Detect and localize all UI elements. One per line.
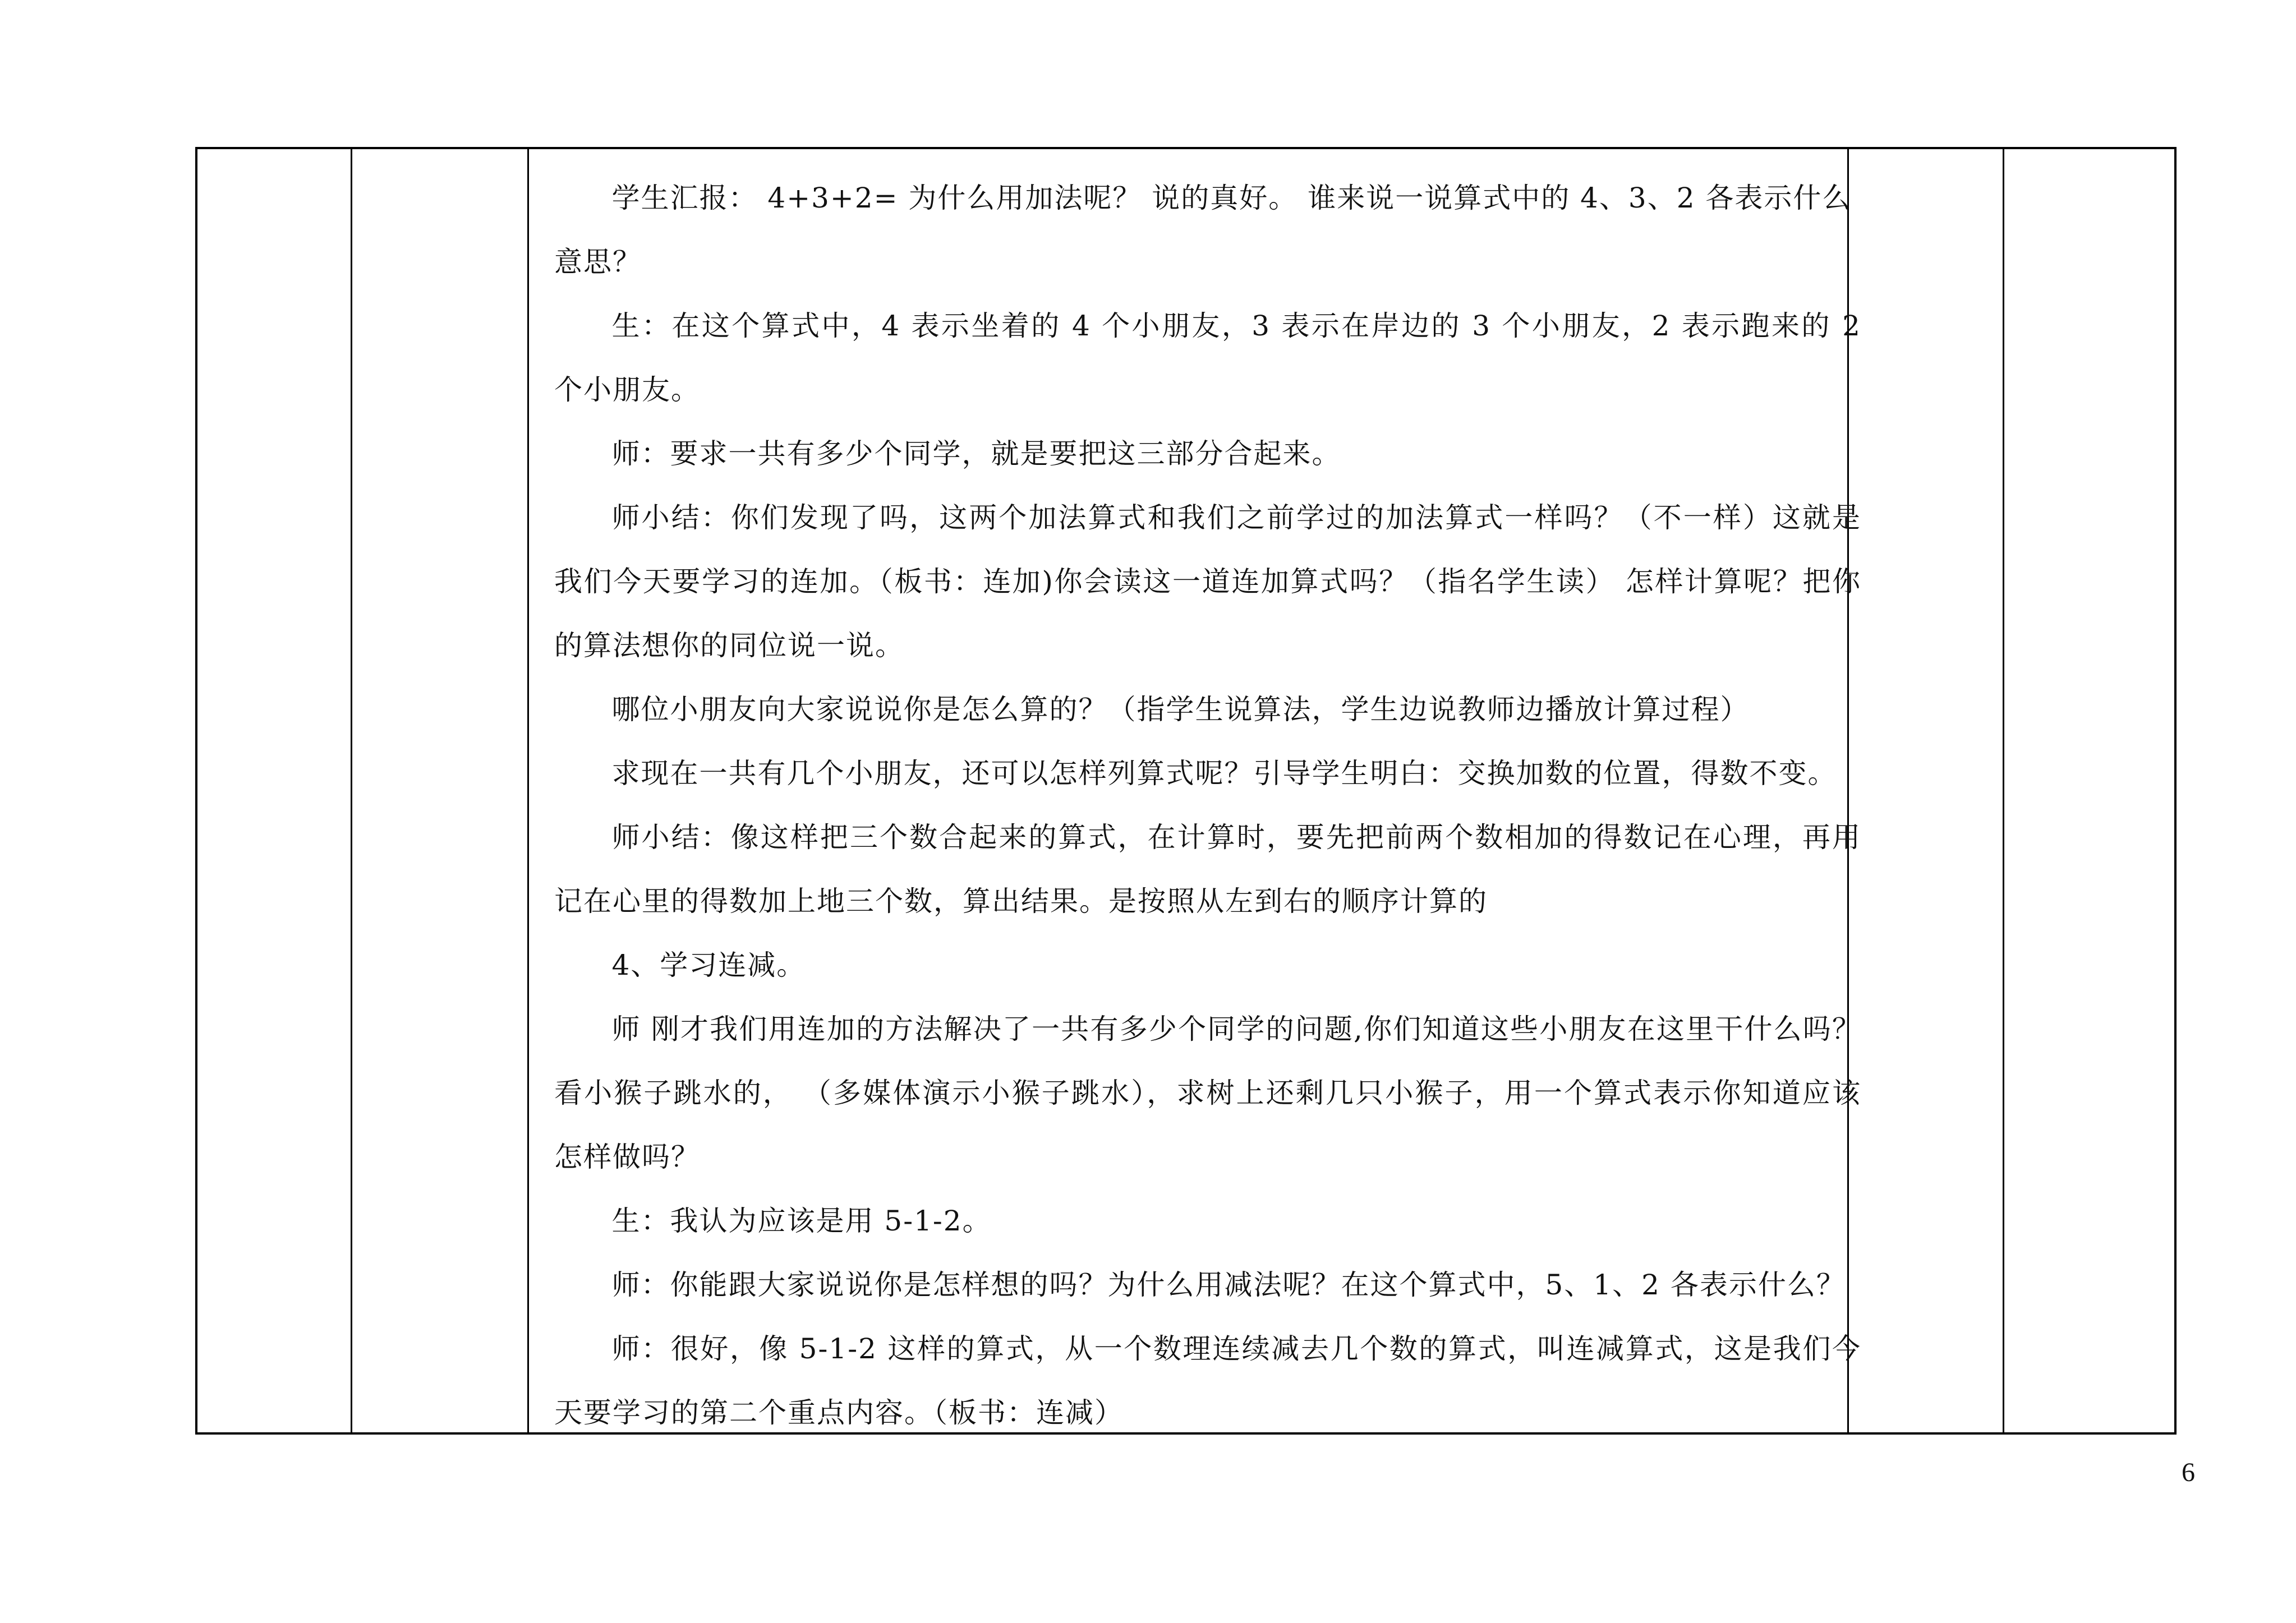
- paragraph-teacher-summary-addition: 师小结：你们发现了吗，这两个加法算式和我们之前学过的加法算式一样吗？（不一样）这就是我们今天要学习的连加。（板书：连加)你会读这一道连加算式吗？（指名学生读） 怎样计算呢？把你的算法想你的同位说一说。: [554, 501, 1861, 662]
- paragraph-teacher-question: 师：你能跟大家说说你是怎样想的吗？为什么用减法呢？在这个算式中，5、1、2 各表示什么？: [611, 1269, 1846, 1301]
- paragraph-student-method: 哪位小朋友向大家说说你是怎么算的？（指学生说算法，学生边说教师边播放计算过程）: [611, 693, 1750, 726]
- paragraph-section-subtraction: 4、学习连减。: [611, 949, 806, 981]
- paragraph-swap-addends: 求现在一共有几个小朋友，还可以怎样列算式呢？引导学生明白：交换加数的位置，得数不变。: [611, 757, 1837, 790]
- lesson-content-cell: [544, 149, 1867, 1432]
- column-divider-1: [351, 149, 352, 1432]
- column-divider-2: [527, 149, 529, 1432]
- paragraph-student-report: 学生汇报： 4+3+2= 为什么用加法呢？ 说的真好。 谁来说一说算式中的 4、3、2 各表示什么意思？: [554, 182, 1852, 278]
- lesson-table: [195, 147, 2177, 1435]
- paragraph-student-explanation: 生：在这个算式中，4 表示坐着的 4 个小朋友，3 表示在岸边的 3 个小朋友，2 表示跑来的 2 个小朋友。: [554, 310, 1861, 406]
- paragraph-student-answer: 生：我认为应该是用 5-1-2。: [611, 1205, 992, 1237]
- paragraph-teacher-summary-order: 师小结：像这样把三个数合起来的算式，在计算时，要先把前两个数相加的得数记在心理，再用记在心里的得数加上地三个数，算出结果。是按照从左到右的顺序计算的: [554, 821, 1861, 917]
- paragraph-teacher-conclusion: 师：很好，像 5-1-2 这样的算式，从一个数理连续减去几个数的算式，叫连减算式，这是我们今天要学习的第二个重点内容。（板书：连减）: [554, 1332, 1861, 1429]
- column-divider-4: [2003, 149, 2004, 1432]
- paragraph-teacher-monkeys: 师 刚才我们用连加的方法解决了一共有多少个同学的问题,你们知道这些小朋友在这里干什么吗？看小猴子跳水的， （多媒体演示小猴子跳水），求树上还剩几只小猴子，用一个算式表示你知道应该怎样做吗？: [554, 1013, 1861, 1173]
- paragraph-teacher-combine: 师：要求一共有多少个同学，就是要把这三部分合起来。: [611, 437, 1341, 470]
- page-number: 6: [2182, 1458, 2195, 1487]
